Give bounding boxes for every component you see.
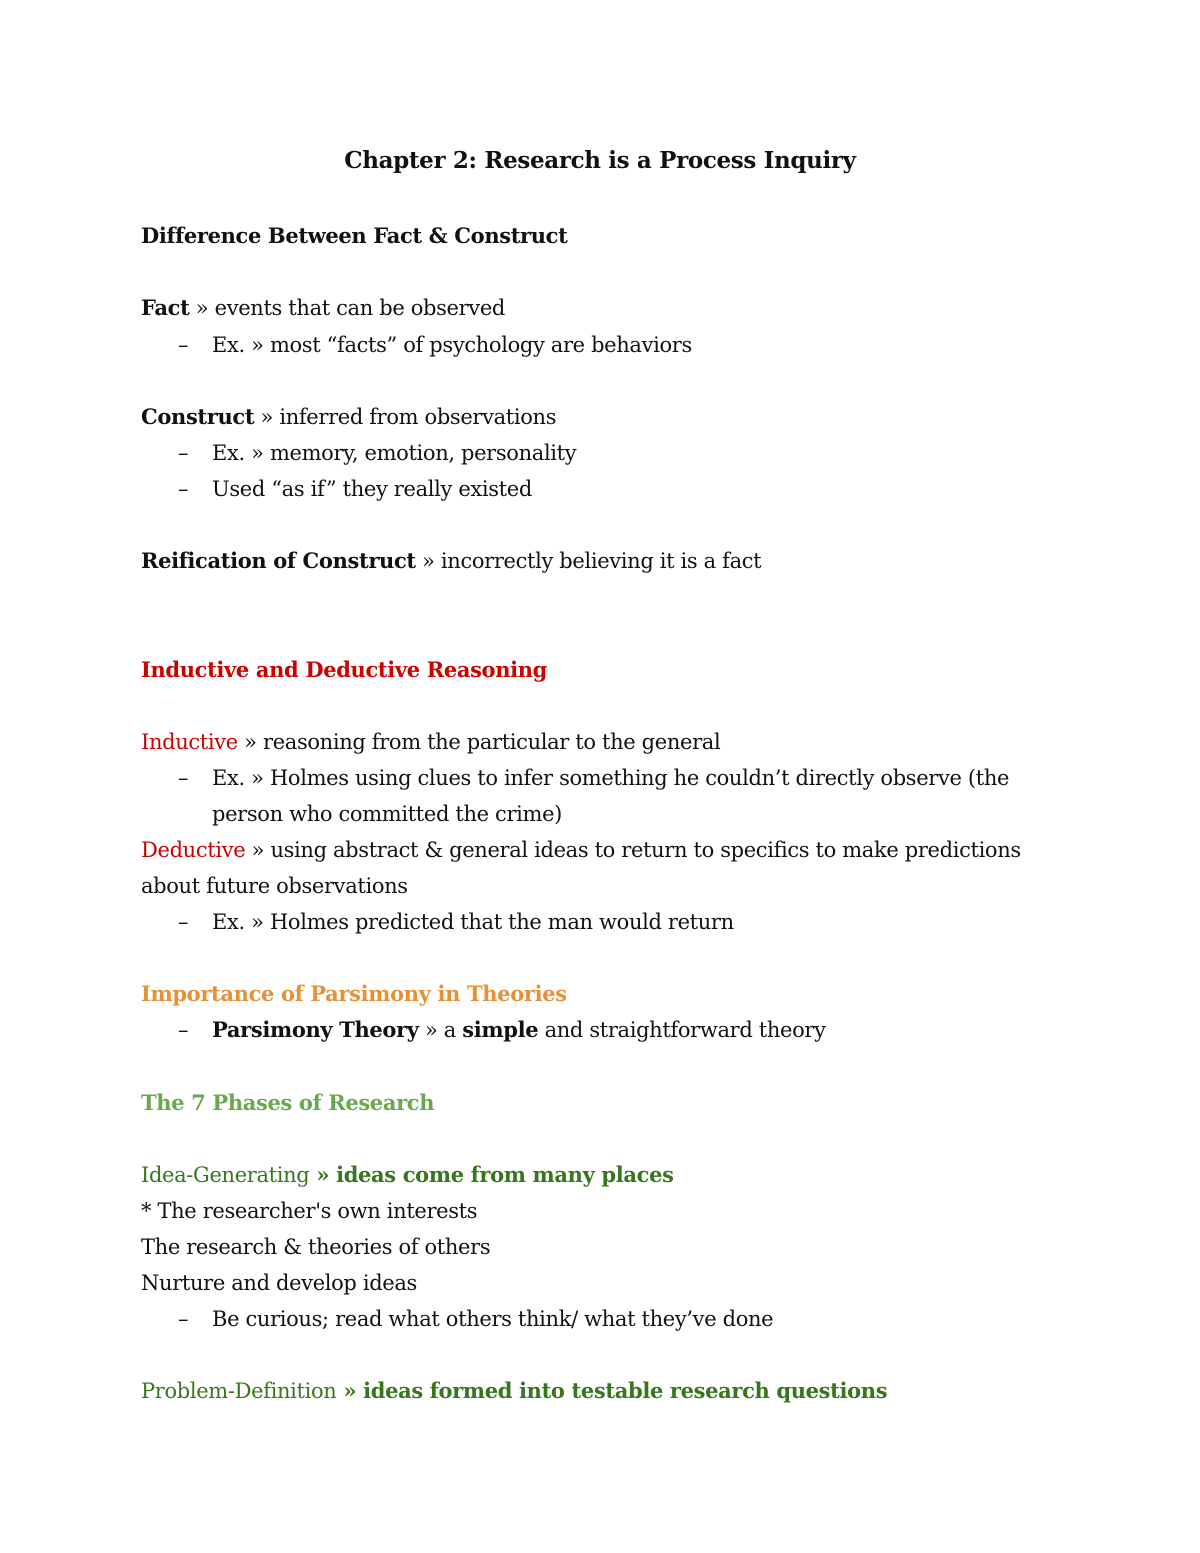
idea-generating-definition xyxy=(141,1160,674,1190)
deductive-term: Deductive xyxy=(141,838,246,862)
problem-definition xyxy=(141,1376,887,1406)
deductive-definition xyxy=(141,835,1021,865)
bullet-dash: – xyxy=(178,333,189,357)
fact-def: » events that can be observed xyxy=(189,296,505,320)
page-title: Chapter 2: Research is a Process Inquiry xyxy=(344,147,856,174)
bullet-dash: – xyxy=(178,441,189,465)
deductive-def: » using abstract & general ideas to return to specifics to make predictions xyxy=(245,838,1021,862)
reification-definition xyxy=(141,546,761,576)
parsimony-term: Parsimony Theory xyxy=(212,1017,419,1042)
bullet-dash: – xyxy=(178,910,189,934)
deductive-definition-line-2: about future observations xyxy=(141,874,408,898)
construct-term: Construct xyxy=(141,404,255,429)
deductive-example: Ex. » Holmes predicted that the man would return xyxy=(212,910,734,934)
section-heading-parsimony: Importance of Parsimony in Theories xyxy=(141,981,567,1006)
idea-example: Be curious; read what others think/ what they’ve done xyxy=(212,1307,774,1331)
parsimony-def-b: and straightforward theory xyxy=(538,1018,826,1042)
section-heading-reasoning: Inductive and Deductive Reasoning xyxy=(141,657,548,682)
inductive-definition xyxy=(141,727,720,757)
construct-example-2: Used “as if” they really existed xyxy=(212,477,532,501)
bullet-dash: – xyxy=(178,1018,189,1042)
fact-definition xyxy=(141,293,505,323)
idea-generating-def: » ideas come from many places xyxy=(309,1162,674,1187)
construct-def: » inferred from observations xyxy=(254,405,557,429)
bullet-dash: – xyxy=(178,766,189,790)
inductive-def: » reasoning from the particular to the general xyxy=(237,730,721,754)
parsimony-def-bold: simple xyxy=(462,1017,539,1042)
reification-term: Reification of Construct xyxy=(141,548,416,573)
section-heading-phases: The 7 Phases of Research xyxy=(141,1090,435,1115)
problem-definition-term: Problem-Definition xyxy=(141,1379,337,1403)
bullet-dash: – xyxy=(178,477,189,501)
fact-example: Ex. » most “facts” of psychology are behaviors xyxy=(212,333,692,357)
reification-def: » incorrectly believing it is a fact xyxy=(415,549,762,573)
section-heading-fact-construct: Difference Between Fact & Construct xyxy=(141,223,568,248)
idea-point-2: The research & theories of others xyxy=(141,1235,491,1259)
fact-term: Fact xyxy=(141,295,190,320)
idea-point-3: Nurture and develop ideas xyxy=(141,1271,417,1295)
inductive-term: Inductive xyxy=(141,730,238,754)
bullet-dash: – xyxy=(178,1307,189,1331)
idea-point-1: * The researcher's own interests xyxy=(141,1199,478,1223)
construct-definition xyxy=(141,402,556,432)
inductive-example-line-2: person who committed the crime) xyxy=(212,802,562,826)
problem-definition-def: » ideas formed into testable research questions xyxy=(336,1378,888,1403)
parsimony-def-a: » a xyxy=(418,1018,463,1042)
idea-generating-term: Idea-Generating xyxy=(141,1163,310,1187)
inductive-example-line-1: Ex. » Holmes using clues to infer something he couldn’t directly observe (the xyxy=(212,766,1010,790)
construct-example-1: Ex. » memory, emotion, personality xyxy=(212,441,577,465)
parsimony-definition xyxy=(212,1015,826,1045)
